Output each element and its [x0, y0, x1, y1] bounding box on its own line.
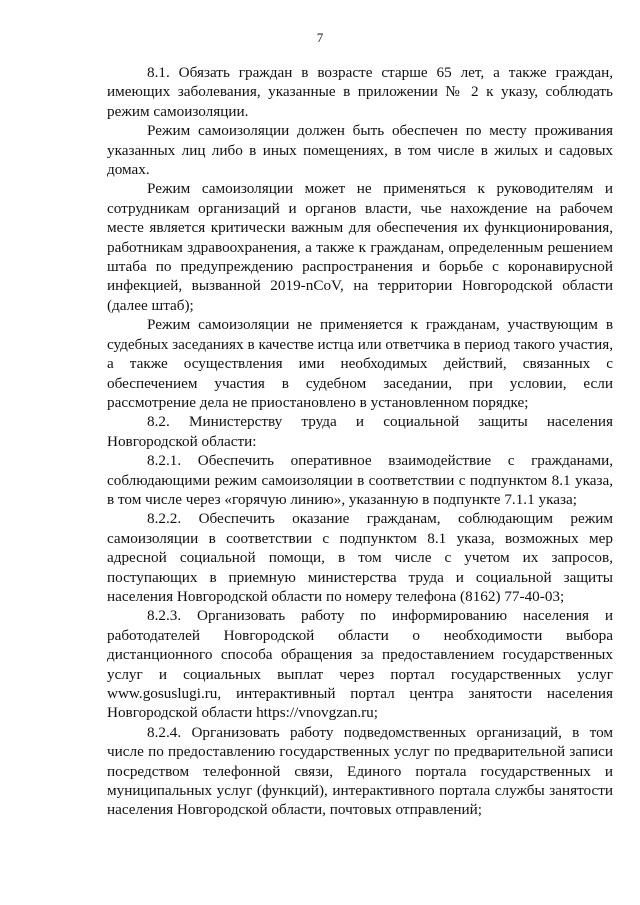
- paragraph-8-2-4: 8.2.4. Организовать работу подведомственных организаций, в том числе по предоставлению государственных услуг по предварительной записи посредством телефонной связи, Единого портала государственных и муниципальных услуг (функций), интерактивного портала службы занятости населения Новгородской области, почтовых отправлений;: [107, 723, 613, 819]
- paragraph-8-1: 8.1. Обязать граждан в возрасте старше 65 лет, а также граждан, имеющих заболевания, указанные в приложении № 2 к указу, соблюдать режим самоизоляции.: [107, 64, 613, 120]
- paragraph-8-2-1: 8.2.1. Обеспечить оперативное взаимодействие с гражданами, соблюдающими режим самоизоляции в соответствии с подпунктом 8.1 указа, в том числе через «горячую линию», указанную в подпункте 7.1.1 указа;: [107, 452, 613, 508]
- paragraph-court-participants: Режим самоизоляции не применяется к гражданам, участвующим в судебных заседаниях в качестве истца или ответчика в период такого участия, а также осуществления ими необходимых действий, связанных с обеспечением участия в судебном заседании, при условии, если рассмотрение дела не приостановлено в установленном порядке;: [107, 316, 613, 411]
- paragraph-self-isolation-exemptions: Режим самоизоляции может не применяться к руководителям и сотрудникам организаций и органов власти, чье нахождение на рабочем месте является критически важным для обеспечения их функционирования, работникам здравоохранения, а также к гражданам, определенным решением штаба по предупреждению распространения и борьбе с коронавирусной инфекцией, вызванной 2019-nCoV, на территории Новгородской области (далее штаб);: [107, 180, 613, 314]
- paragraph-8-2-2: 8.2.2. Обеспечить оказание гражданам, соблюдающим режим самоизоляции в соответствии с подпунктом 8.1 указа, возможных мер адресной социальной помощи, в том числе с учетом их запросов, поступающих в приемную министерства труда и социальной защиты населения Новгородской области по номеру телефона (8162) 77-40-03;: [107, 510, 613, 605]
- page-number: 7: [316, 30, 324, 45]
- document-body: [107, 63, 613, 820]
- paragraph-8-2-3: 8.2.3. Организовать работу по информированию населения и работодателей Новгородской области о необходимости выбора дистанционного способа обращения за предоставлением государственных услуг и социальных выплат через портал государственных услуг www.gosuslugi.ru, интерактивный портал центра занятости населения Новгородской области https://vnovgzan.ru;: [107, 607, 613, 722]
- paragraph-8-2: 8.2. Министерству труда и социальной защиты населения Новгородской области:: [107, 413, 613, 450]
- paragraph-self-isolation-place: Режим самоизоляции должен быть обеспечен по месту проживания указанных лиц либо в иных помещениях, в том числе в жилых и садовых домах.: [107, 122, 613, 179]
